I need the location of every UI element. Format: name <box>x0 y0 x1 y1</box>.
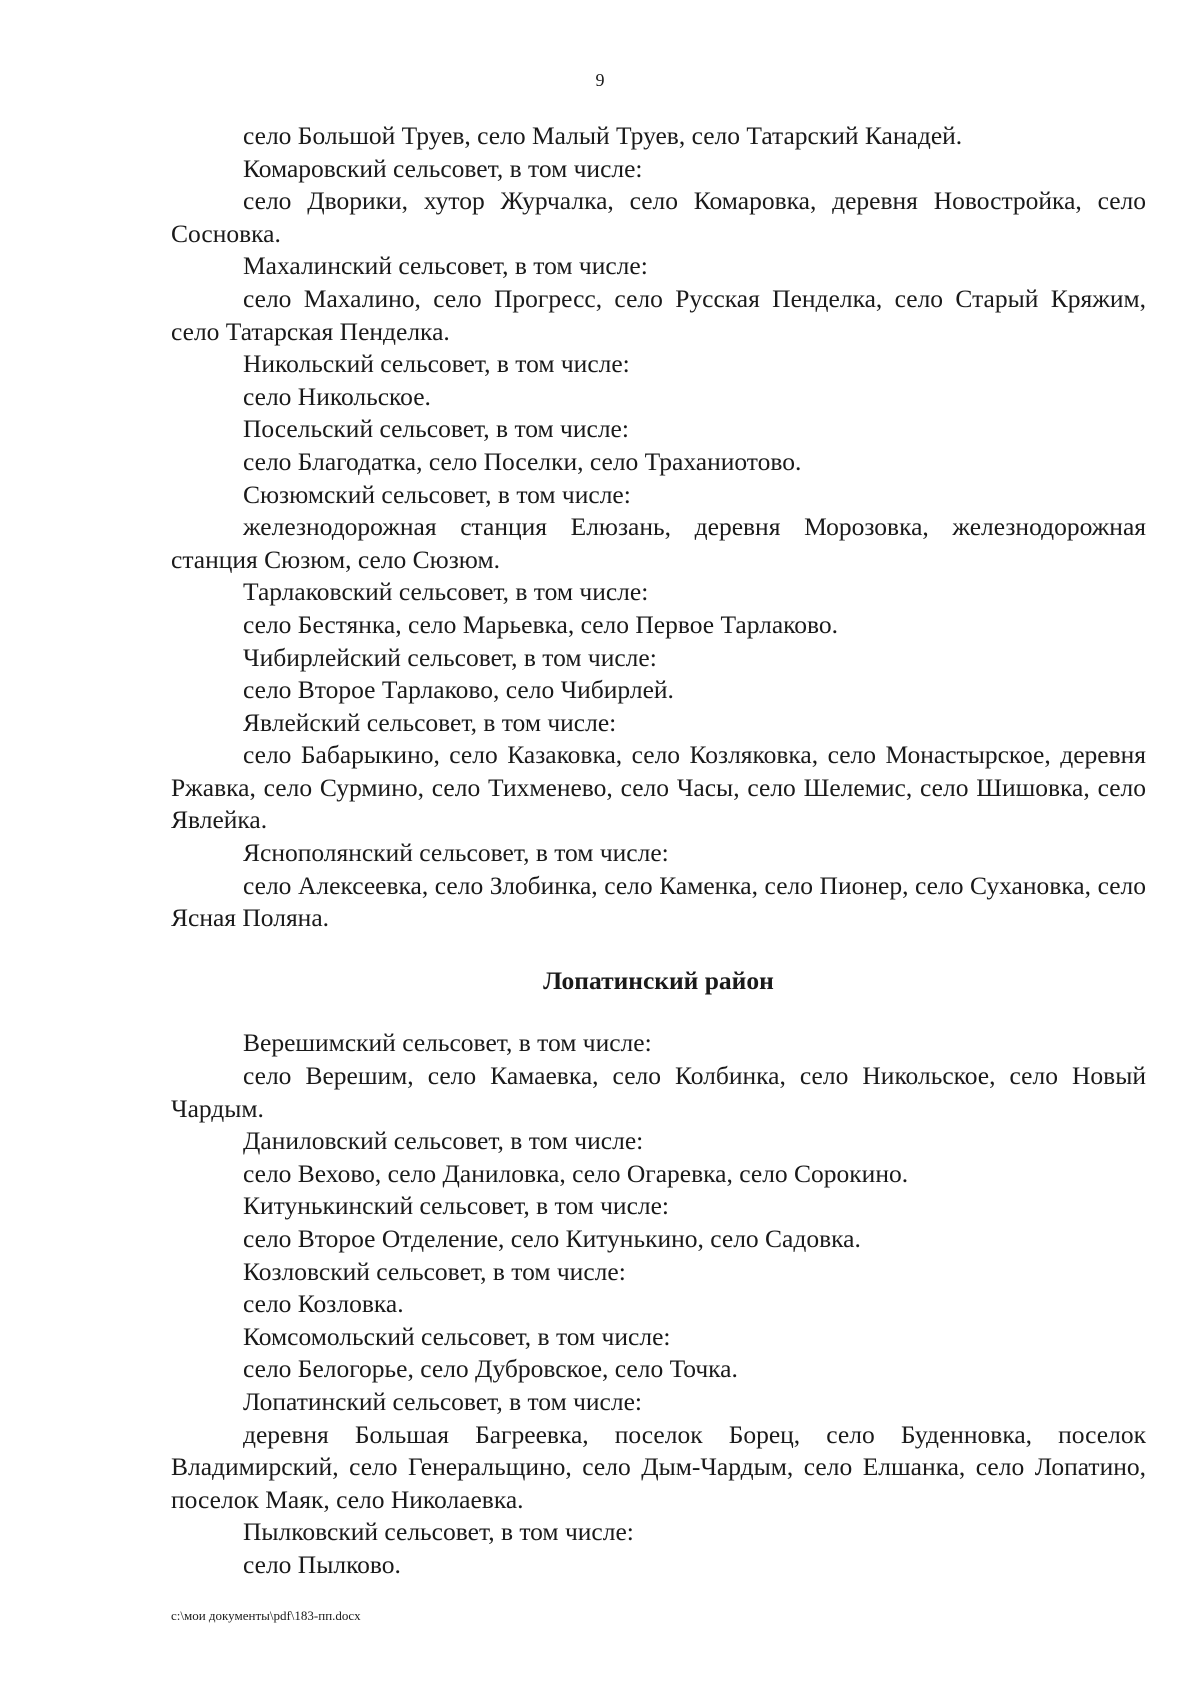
page-number: 9 <box>595 70 605 90</box>
paragraph: село Белогорье, село Дубровское, село Точка. <box>243 1354 738 1384</box>
paragraph: село Второе Отделение, село Китунькино, село Садовка. <box>243 1224 861 1253</box>
paragraph: село Вехово, село Даниловка, село Огаревка, село Сорокино. <box>243 1158 909 1188</box>
paragraph: Яснополянский сельсовет, в том числе: <box>243 838 669 868</box>
paragraph: Комсомольский сельсовет, в том числе: <box>243 1321 671 1351</box>
paragraph: Посельский сельсовет, в том числе: <box>243 414 629 444</box>
section-heading: Лопатинский район <box>543 965 774 995</box>
paragraph: Верешимский сельсовет, в том числе: <box>243 1028 652 1058</box>
paragraph: Даниловский сельсовет, в том числе: <box>243 1126 644 1156</box>
paragraph: село Алексеевка, село Злобинка, село Каменка, село Пионер, село Сухановка, село Ясная Поляна. <box>171 870 1146 933</box>
footer-file-path: c:\мои документы\pdf\183-пп.docx <box>171 1608 361 1623</box>
paragraph: деревня Большая Багреевка, поселок Борец, село Буденновка, поселок Владимирский, село Генеральщино, село Дым-Чардым, село Елшанка, село Лопатино, поселок Маяк, село Николаевка. <box>171 1419 1146 1514</box>
paragraph: село Благодатка, село Поселки, село Траханиотово. <box>243 446 802 476</box>
paragraph: Сюзюмский сельсовет, в том числе: <box>243 479 631 509</box>
paragraph: село Пылково. <box>243 1549 401 1579</box>
paragraph: Никольский сельсовет, в том числе: <box>243 349 630 379</box>
paragraph: Махалинский сельсовет, в том числе: <box>243 251 648 281</box>
paragraph: село Второе Тарлаково, село Чибирлей. <box>243 675 674 705</box>
paragraph: Лопатинский сельсовет, в том числе: <box>243 1386 642 1416</box>
paragraph: Китунькинский сельсовет, в том числе: <box>243 1191 670 1221</box>
paragraph: железнодорожная станция Елюзань, деревня Морозовка, железнодорожная станция Сюзюм, село Сюзюм. <box>171 512 1146 574</box>
paragraph: село Большой Труев, село Малый Труев, село Татарский Канадей. <box>243 121 963 150</box>
paragraph: село Бабарыкино, село Казаковка, село Козляковка, село Монастырское, деревня Ржавка, село Сурмино, село Тихменево, село Часы, село Шелемис, село Шишовка, село Явлейка. <box>171 740 1146 835</box>
paragraph: село Никольское. <box>243 381 431 411</box>
paragraph: Тарлаковский сельсовет, в том числе: <box>243 577 649 607</box>
paragraph: Пылковский сельсовет, в том числе: <box>243 1517 634 1547</box>
paragraph: Явлейский сельсовет, в том числе: <box>243 707 617 737</box>
paragraph: Комаровский сельсовет, в том числе: <box>243 153 643 183</box>
paragraph: село Махалино, село Прогресс, село Русская Пенделка, село Старый Кряжим, село Татарская Пенделка. <box>171 283 1146 346</box>
document-body <box>171 120 1146 1582</box>
paragraph: село Козловка. <box>243 1289 404 1319</box>
paragraph: село Верешим, село Камаевка, село Колбинка, село Никольское, село Новый Чардым. <box>171 1061 1146 1123</box>
paragraph: Чибирлейский сельсовет, в том числе: <box>243 642 657 672</box>
paragraph: Козловский сельсовет, в том числе: <box>243 1256 626 1286</box>
paragraph: село Бестянка, село Марьевка, село Первое Тарлаково. <box>243 609 839 639</box>
paragraph: село Дворики, хутор Журчалка, село Комаровка, деревня Новостройка, село Сосновка. <box>171 186 1146 248</box>
